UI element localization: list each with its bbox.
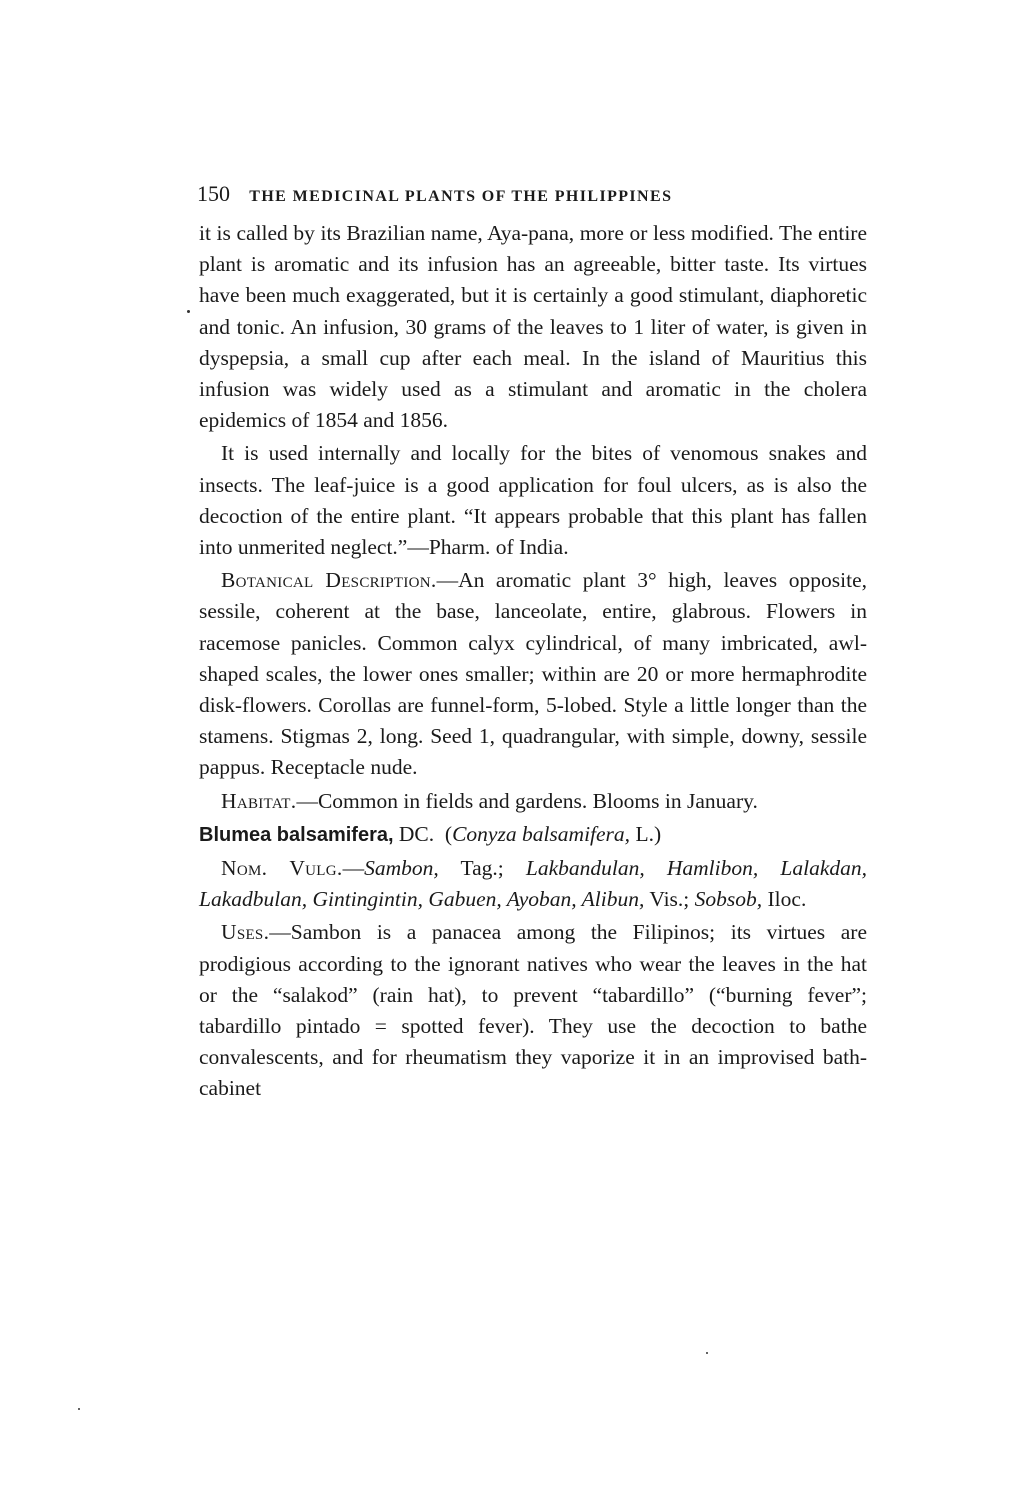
vernacular-name: Sambon, <box>364 856 439 881</box>
language-tag: Tag.; <box>460 856 504 881</box>
page-number: 150 <box>197 181 230 206</box>
language-tag: Vis.; <box>649 887 690 912</box>
species-heading <box>199 819 867 851</box>
synonym-paren: ( <box>444 821 453 846</box>
section-label: Uses. <box>221 920 270 945</box>
language-tag: Iloc. <box>767 887 807 912</box>
paragraph-nom-vulg <box>199 853 867 915</box>
paragraph-uses <box>199 917 867 1104</box>
species-name: Blumea balsamifera, <box>199 823 394 846</box>
synonym-name: Conyza balsamifera, <box>452 821 631 846</box>
paragraph-text: It is used internally and locally for the bites of venomous snakes and insects. The leaf-juice is a good application for foul ulcers, as is also the decoction of the entire plant. “It appears probable that this plant has fallen into unmerited neglect.”—Pharm. of India. <box>199 441 867 560</box>
section-label: Botanical Description. <box>221 568 437 593</box>
species-authority: DC. <box>398 821 435 846</box>
paragraph-text: —An aromatic plant 3° high, leaves opposite, sessile, coherent at the base, lanceolate, entire, glabrous. Flowers in racemose panicles. Common calyx cylindrical, of many imbricated, awl-shaped scales, the lower ones smaller; within are 20 or more hermaphrodite disk-flowers. Corollas are funnel-form, 5-lobed. Style a little longer than the stamens. Stigmas 2, long. Seed 1, quadrangular, with simple, downy, sessile pappus. Receptacle nude. <box>199 568 867 780</box>
vernacular-names: Lakbandulan, Hamlibon, Lalakdan, Lakadbulan, Gintingintin, Gabuen, Ayoban, Alibun, <box>199 856 867 912</box>
running-head <box>197 178 867 218</box>
paragraph-uses-bites <box>199 438 867 563</box>
paragraph-botanical-description <box>199 565 867 783</box>
vernacular-name: Sobsob, <box>694 887 763 912</box>
paragraph-habitat <box>199 786 867 817</box>
label-dash: — <box>342 856 365 881</box>
stray-ink-mark <box>706 1352 708 1354</box>
stray-ink-mark <box>78 1408 80 1410</box>
paragraph-text: —Sambon is a panacea among the Filipinos; its virtues are prodigious according to the ignorant natives who wear the leaves in the hat or the “salakod” (rain hat), to prevent “tabardillo” (“burning fever”; tabardillo pintado = spotted fever). They use the decoction to bathe convalescents, and for rheumatism they vaporize it in an improvised bath-cabinet <box>199 920 867 1101</box>
paragraph-text: —Common in fields and gardens. Blooms in January. <box>296 788 758 813</box>
running-title: THE MEDICINAL PLANTS OF THE PHILIPPINES <box>249 188 673 205</box>
section-label: Nom. Vulg. <box>221 856 343 881</box>
paragraph-aya-pana <box>199 218 867 436</box>
synonym-authority: L.) <box>635 821 662 846</box>
body-text <box>199 218 867 1105</box>
section-label: Habitat. <box>221 788 297 813</box>
stray-ink-mark <box>187 310 190 313</box>
book-page <box>199 178 867 1105</box>
paragraph-text: it is called by its Brazilian name, Aya-pana, more or less modified. The entire plant is aromatic and its infusion has an agreeable, bitter taste. Its virtues have been much exaggerated, but it is certainly a good stimulant, diaphoretic and tonic. An infusion, 30 grams of the leaves to 1 liter of water, is given in dyspepsia, a small cup after each meal. In the island of Mauritius this infusion was widely used as a stimulant and aromatic in the cholera epidemics of 1854 and 1856. <box>199 221 867 433</box>
